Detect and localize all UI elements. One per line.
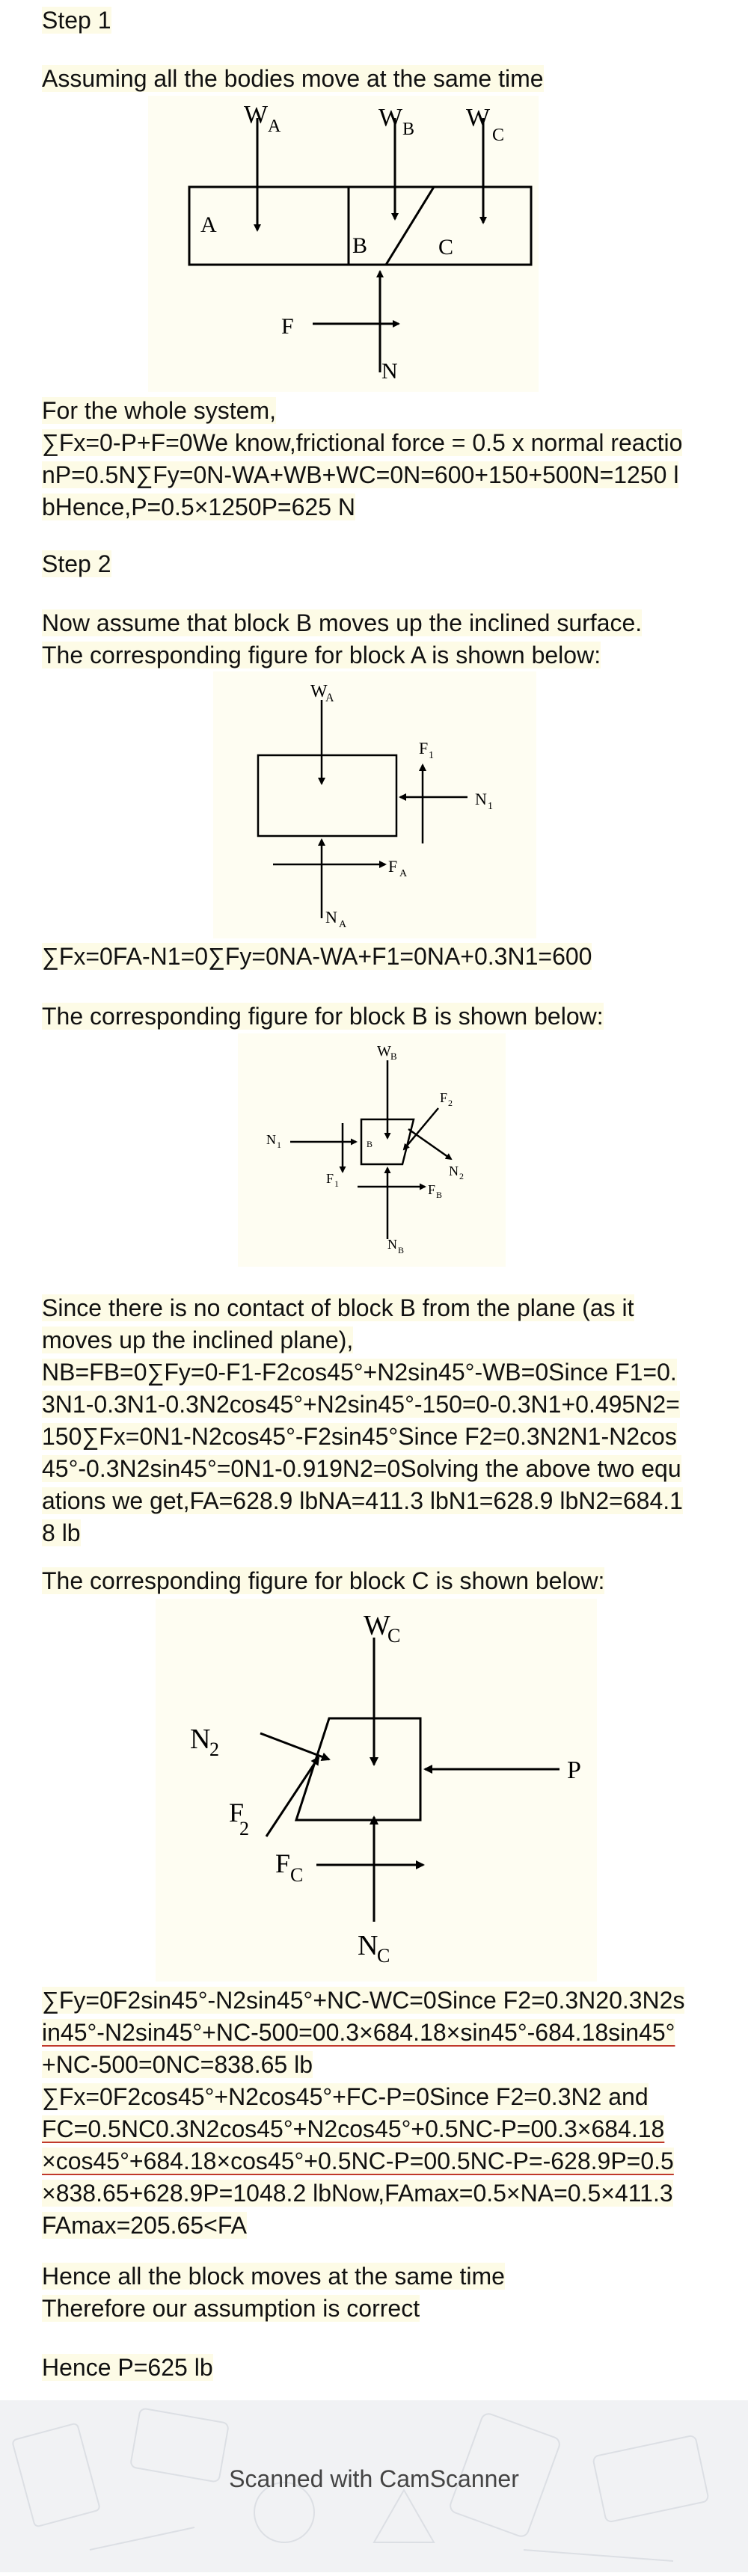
label-n1: N: [475, 790, 487, 808]
incline-bc: [386, 187, 434, 265]
step1-eq3: bHence,P=0.5×1250P=625 N: [42, 494, 355, 520]
label-a: A: [200, 212, 217, 237]
conclusion-line1: Hence all the block moves at the same time: [42, 2263, 505, 2290]
label-wa: W: [244, 101, 269, 129]
eq-block-a: ∑Fx=0FA-N1=0∑Fy=0NA-WA+F1=0NA+0.3N1=600: [42, 943, 592, 970]
scanner-footer-text: Scanned with CamScanner: [229, 2465, 519, 2492]
block-a: [258, 755, 396, 836]
figure-block-b: [238, 1033, 506, 1267]
label-c: C: [438, 235, 454, 259]
label-f2: F: [440, 1090, 448, 1105]
label-n1-sub: 1: [488, 801, 493, 812]
figure-block-b-svg: [238, 1033, 506, 1267]
figure-whole-system: [148, 96, 539, 392]
step1-line1: For the whole system,: [42, 397, 276, 424]
intro-block-c: The corresponding figure for block C is shown below:: [42, 1567, 605, 1594]
label-n2: N: [190, 1724, 211, 1755]
label-f2-sub: 2: [239, 1818, 249, 1839]
figure-block-a-svg: [213, 671, 536, 938]
label-n1-sub: 1: [277, 1140, 281, 1150]
label-wa: W: [310, 682, 328, 701]
label-wc: W: [364, 1610, 390, 1641]
step1-intro: Assuming all the bodies move at the same time: [42, 65, 544, 92]
label-na: N: [325, 908, 337, 926]
label-wb: W: [377, 1043, 391, 1060]
label-wb-sub: B: [390, 1051, 397, 1062]
label-fa: F: [388, 857, 398, 876]
label-fc-sub: C: [290, 1864, 304, 1886]
paragraph-block-b: Since there is no contact of block B from the plane (as it moves up the inclined plane), NB=FB=0∑Fy=0-F1-F2cos45°+N2sin45°-WB=0Since F1=0. 3N1-0.3N1-0.3N2cos45°+N2sin45°-150=0-0.3N1+0.495N2= 150∑Fx=0N1-N2cos45°-F2sin45°Since F2=0.3N2N1-N2cos 45°-0.3N2sin45°=0N1-0.919N2=0Solving the above two equ ations we get,FA=628.9 lbNA=411.3 lbN1=628.9 lbN2=684.1 8 lb: [42, 1294, 683, 1546]
label-wb: W: [378, 104, 403, 132]
label-nc-sub: C: [377, 1945, 390, 1967]
label-wc-sub: C: [387, 1625, 401, 1647]
label-f2: F: [229, 1798, 245, 1828]
conclusion-line2: Therefore our assumption is correct: [42, 2295, 420, 2322]
step1-eq1: ∑Fx=0-P+F=0We know,frictional force = 0.5 x normal reactio: [42, 429, 683, 456]
label-f: F: [281, 314, 294, 339]
label-fb-sub: B: [436, 1190, 443, 1200]
label-wa-sub: A: [268, 117, 281, 136]
label-na-sub: A: [339, 919, 347, 930]
intro-block-b: The corresponding figure for block B is shown below:: [42, 1003, 604, 1030]
step2-intro1: Now assume that block B moves up the inclined surface.: [42, 609, 643, 636]
paragraph-block-c: ∑Fy=0F2sin45°-N2sin45°+NC-WC=0Since F2=0.3N20.3N2s in45°-N2sin45°+NC-500=00.3×684.18×sin45°-684.18sin45° +NC-500=0NC=838.65 lb ∑Fx=0F2cos45°+N2cos45°+FC-P=0Since F2=0.3N2 and FC=0.5NC0.3N2cos45°+N2cos45°+0.5NC-P=00.3×684.18 ×cos45°+684.18×cos45°+0.5NC-P=00.5NC-P=-628.9P=0.5 ×838.65+628.9P=1048.2 lbNow,FAmax=0.5×NA=0.5×411.3 FAmax=205.65<FA: [42, 1987, 685, 2239]
label-f1-sub: 1: [334, 1178, 339, 1189]
figure-block-c: [156, 1599, 597, 1982]
figure-block-a: [213, 671, 536, 938]
label-wb-sub: B: [402, 120, 415, 139]
label-n2-sub: 2: [209, 1739, 219, 1760]
label-wa-sub: A: [325, 692, 334, 704]
label-fc: F: [275, 1848, 291, 1878]
label-n1: N: [266, 1132, 276, 1147]
label-n2: N: [449, 1163, 459, 1178]
label-f1: F: [419, 739, 429, 757]
label-f2-sub: 2: [448, 1098, 453, 1108]
label-b: B: [352, 233, 368, 258]
label-f1: F: [326, 1171, 334, 1186]
label-nc: N: [358, 1930, 378, 1961]
step2-title: Step 2: [42, 550, 111, 577]
label-fa-sub: A: [399, 868, 408, 879]
label-fb: F: [428, 1182, 436, 1197]
f2-arrow: [266, 1757, 319, 1836]
label-wc-sub: C: [492, 126, 505, 145]
final-answer: Hence P=625 lb: [42, 2354, 213, 2381]
label-b: B: [367, 1139, 373, 1149]
label-f1-sub: 1: [429, 750, 434, 761]
label-nb-sub: B: [398, 1245, 405, 1255]
step1-eq2: nP=0.5N∑Fy=0N-WA+WB+WC=0N=600+150+500N=1250 l: [42, 461, 679, 488]
label-nb: N: [387, 1237, 397, 1252]
n2-arrow: [260, 1733, 329, 1759]
label-n2-sub: 2: [459, 1171, 464, 1181]
figure-whole-system-svg: [148, 96, 539, 392]
label-wc: W: [466, 104, 491, 132]
block-c: [296, 1718, 420, 1820]
label-n: N: [381, 359, 398, 384]
figure-block-c-svg: [156, 1599, 597, 1982]
step1-title: Step 1: [42, 7, 111, 34]
n2-arrow: [408, 1129, 451, 1159]
label-p: P: [567, 1756, 581, 1784]
step2-intro2: The corresponding figure for block A is shown below:: [42, 642, 601, 668]
